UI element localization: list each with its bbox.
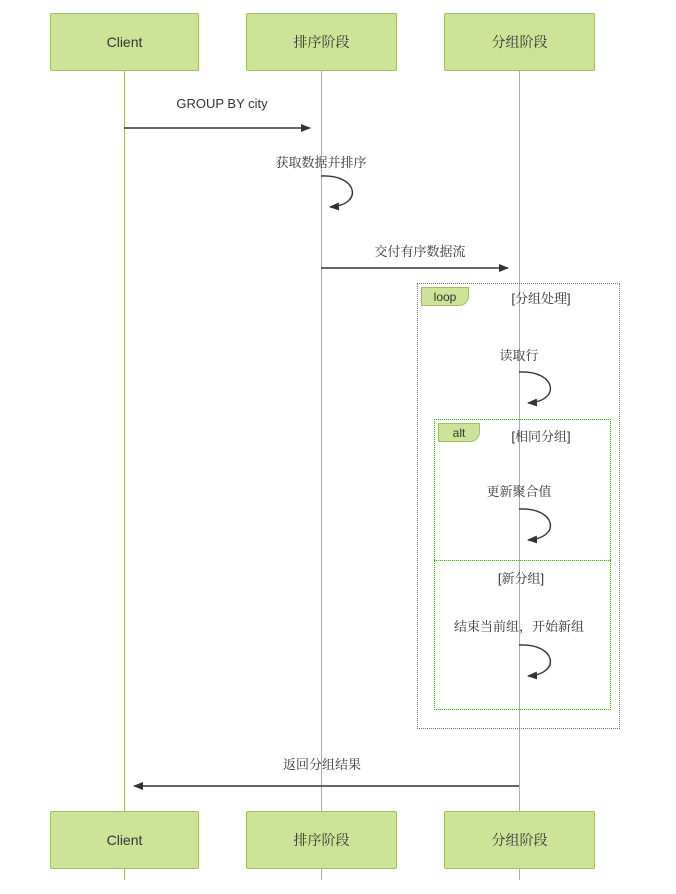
message-label-read-row: 读取行 bbox=[499, 348, 539, 363]
participant-label: 分组阶段 bbox=[491, 832, 548, 848]
lifeline-client bbox=[124, 14, 125, 880]
alt-frame-else-title: [新分组] bbox=[497, 571, 545, 586]
message-label-finish-group-start-new: 结束当前组，开始新组 bbox=[453, 619, 585, 634]
message-label-group-by-city: GROUP BY city bbox=[176, 96, 268, 111]
message-label-fetch-and-sort: 获取数据并排序 bbox=[275, 155, 367, 170]
alt-frame-tag-label: alt bbox=[452, 425, 466, 440]
participant-label: 排序阶段 bbox=[293, 832, 350, 848]
participant-sort-bottom[interactable] bbox=[246, 811, 397, 869]
message-label-return-group-result: 返回分组结果 bbox=[282, 757, 362, 772]
lifeline-sort bbox=[321, 14, 322, 880]
alt-frame-title: [相同分组] bbox=[511, 429, 571, 444]
alt-frame bbox=[434, 419, 611, 710]
alt-frame-tag bbox=[438, 423, 480, 442]
participant-sort-top[interactable] bbox=[246, 13, 397, 71]
participant-label: 分组阶段 bbox=[491, 34, 548, 50]
participant-group-bottom[interactable] bbox=[444, 811, 595, 869]
loop-frame-title: [分组处理] bbox=[511, 291, 571, 306]
message-label-deliver-sorted-stream: 交付有序数据流 bbox=[374, 244, 466, 259]
participant-client-top[interactable] bbox=[50, 13, 199, 71]
alt-frame-divider bbox=[434, 560, 611, 561]
participant-group-top[interactable] bbox=[444, 13, 595, 71]
loop-frame-tag-label: loop bbox=[433, 289, 457, 304]
participant-client-bottom[interactable] bbox=[50, 811, 199, 869]
loop-frame-tag bbox=[421, 287, 469, 306]
message-label-update-aggregate: 更新聚合值 bbox=[486, 484, 552, 499]
participant-label: 排序阶段 bbox=[293, 34, 350, 50]
participant-label: Client bbox=[106, 34, 143, 50]
participant-label: Client bbox=[106, 832, 143, 848]
